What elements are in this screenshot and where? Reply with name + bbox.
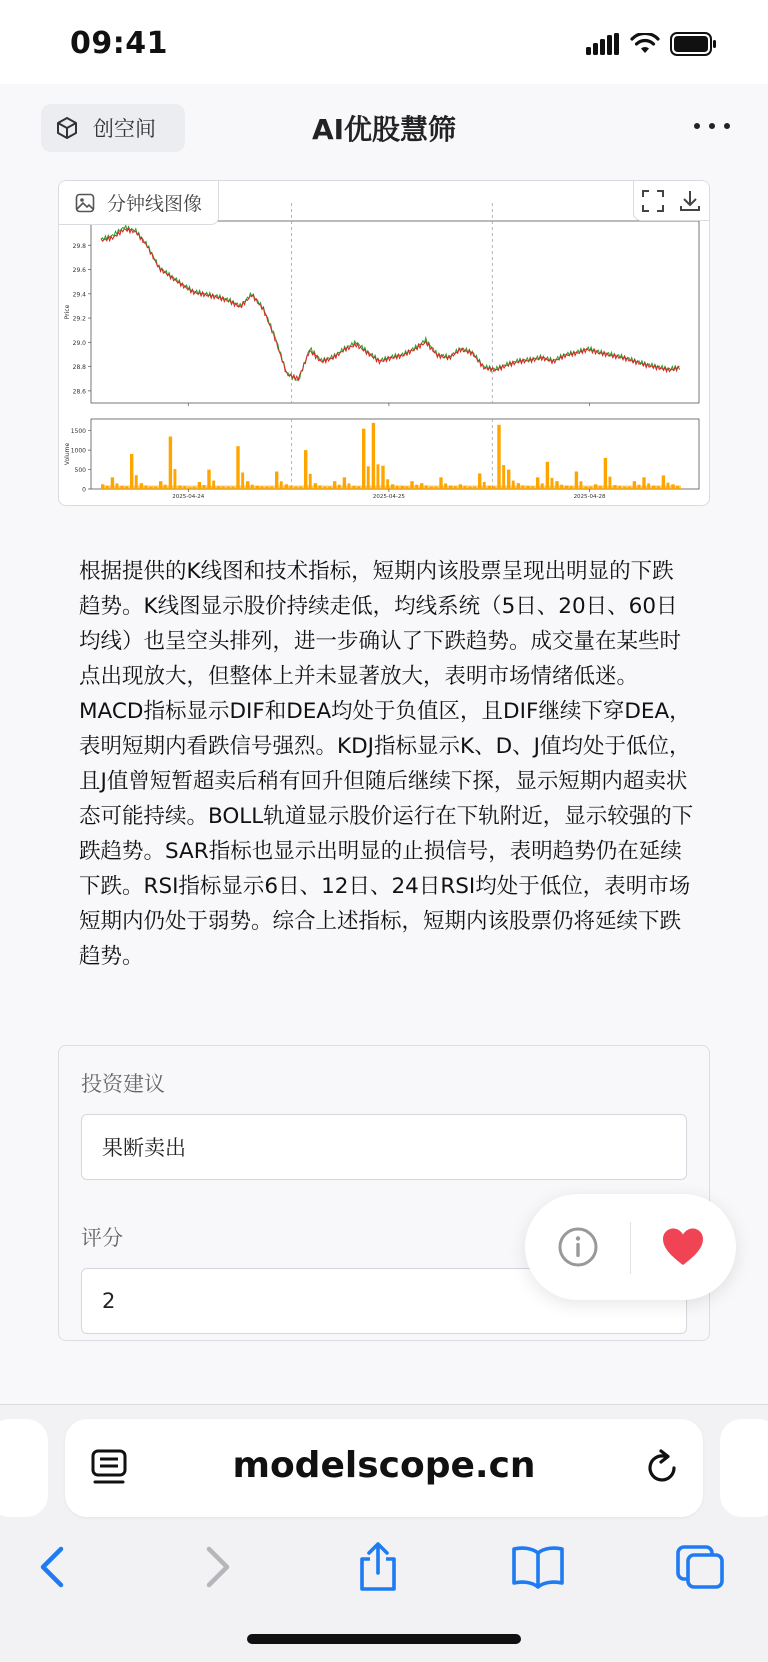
price-tick-label: 28.6 <box>72 388 86 396</box>
advice-field[interactable]: 果断卖出 <box>81 1114 687 1180</box>
web-page <box>0 84 768 1404</box>
price-tick-label: 29.2 <box>72 315 86 323</box>
status-icons <box>586 30 718 58</box>
chart-toolbar <box>633 181 709 221</box>
browser-toolbar <box>0 1404 768 1662</box>
floating-action-pill <box>525 1194 736 1300</box>
analysis-text: 根据提供的K线图和技术指标，短期内该股票呈现出明显的下跌趋势。K线图显示股价持续走低，均线系统（5日、20日、60日均线）也呈空头排列，进一步确认了下跌趋势。成交量在某些时点出现放大，但整体上并未显著放大，表明市场情绪低迷。MACD指标显示DIF和DEA均处于负值区，且DIF继续下穿DEA，表明短期内看跌信号强烈。KDJ指标显示K、D、J值均处于低位，且J值曾短暂超卖后稍有回升但随后继续下探，显示短期内超卖状态可能持续。BOLL轨道显示股价运行在下轨附近，显示较强的下跌趋势。SAR指标也显示出明显的止损信号，表明趋势仍在延续下跌。RSI指标显示6日、12日、24日RSI均处于低位，表明市场短期内仍处于弱势。综合上述指标，短期内该股票仍将延续下跌趋势。 <box>79 559 694 969</box>
page-title: AI优股慧筛 <box>311 113 457 146</box>
info-button[interactable] <box>525 1194 631 1300</box>
tabs-button[interactable] <box>668 1535 732 1599</box>
chevron-right-icon <box>203 1545 233 1589</box>
stock-chart <box>59 181 710 506</box>
chart-tab[interactable] <box>59 181 219 225</box>
app-header <box>0 84 768 174</box>
volume-bar <box>304 450 307 489</box>
volume-bar <box>372 423 375 489</box>
date-tick-label: 2025-04-28 <box>573 494 606 500</box>
home-indicator <box>247 1634 521 1644</box>
price-axes-frame <box>91 221 699 403</box>
image-icon <box>75 193 95 213</box>
volume-baseline-band <box>101 486 681 490</box>
download-icon[interactable] <box>678 189 702 213</box>
share-button[interactable] <box>346 1535 410 1599</box>
address-bar[interactable] <box>65 1419 703 1517</box>
like-button[interactable] <box>631 1194 737 1300</box>
volume-bar <box>497 425 500 489</box>
volume-bar <box>362 429 365 489</box>
browser-nav-row <box>0 1525 768 1605</box>
volume-axis-label: Volume <box>64 442 71 466</box>
score-field[interactable]: 2 <box>81 1268 687 1334</box>
price-tick-label: 29.0 <box>72 339 86 347</box>
more-dot-icon <box>724 123 730 129</box>
volume-bar <box>236 446 239 489</box>
minute-chart-card <box>58 180 710 506</box>
volume-tick-label: 1500 <box>70 428 86 436</box>
forward-button[interactable] <box>186 1535 250 1599</box>
bookmarks-button[interactable] <box>506 1535 570 1599</box>
more-options-button[interactable] <box>694 114 730 138</box>
volume-bar <box>604 458 607 489</box>
volume-bar <box>169 437 172 490</box>
volume-axes-frame <box>91 419 699 489</box>
chevron-left-icon <box>37 1545 67 1589</box>
next-tab-preview[interactable] <box>720 1419 768 1517</box>
price-panel <box>64 203 699 406</box>
volume-panel <box>64 419 699 500</box>
volume-bar <box>377 464 380 489</box>
score-label: 评分 <box>81 1226 123 1250</box>
url-text: modelscope.cn <box>232 1445 536 1486</box>
reload-icon[interactable] <box>643 1449 681 1487</box>
battery-icon <box>670 32 718 56</box>
share-icon <box>356 1541 400 1593</box>
status-time: 09:41 <box>70 26 168 61</box>
more-dot-icon <box>694 123 700 129</box>
volume-tick-label: 500 <box>74 467 86 475</box>
volume-bar <box>502 465 505 489</box>
advice-label: 投资建议 <box>81 1072 165 1096</box>
price-tick-label: 29.8 <box>72 242 86 250</box>
fab-divider <box>630 1222 631 1274</box>
status-bar <box>0 0 768 84</box>
tabs-icon <box>674 1543 726 1591</box>
space-button-label: 创空间 <box>93 117 156 141</box>
fullscreen-icon[interactable] <box>641 189 665 213</box>
volume-bar <box>130 454 133 489</box>
price-tick-label: 29.6 <box>72 267 86 275</box>
heart-icon <box>661 1227 705 1267</box>
previous-tab-preview[interactable] <box>0 1419 48 1517</box>
price-tick-label: 29.4 <box>72 291 86 299</box>
date-tick-label: 2025-04-24 <box>172 494 205 500</box>
chart-tab-label: 分钟线图像 <box>107 193 203 215</box>
price-axis-label: Price <box>64 304 71 320</box>
open-book-icon <box>510 1545 566 1589</box>
volume-tick-label: 1000 <box>70 447 86 455</box>
wifi-icon <box>630 33 660 55</box>
price-tick-label: 28.8 <box>72 364 86 372</box>
volume-bar <box>546 462 549 489</box>
more-dot-icon <box>709 123 715 129</box>
volume-tick-label: 0 <box>82 486 86 494</box>
cellular-signal-icon <box>586 33 620 55</box>
date-tick-label: 2025-04-25 <box>372 494 405 500</box>
info-icon <box>557 1226 599 1268</box>
back-button[interactable] <box>20 1535 84 1599</box>
